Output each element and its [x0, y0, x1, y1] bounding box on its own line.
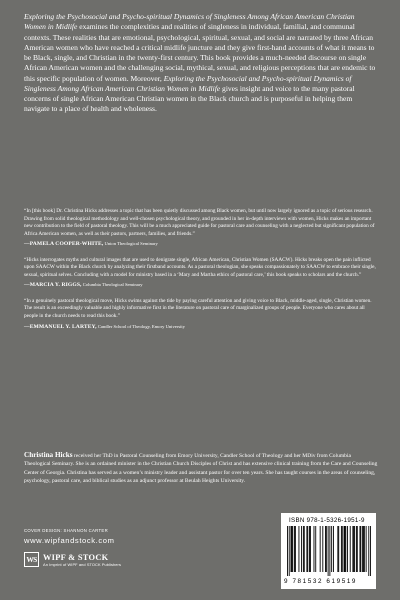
barcode-digits: 9 781532 619519: [284, 578, 358, 585]
barcode-bar: [331, 526, 332, 572]
author-name: Christina Hicks: [24, 451, 73, 459]
barcode-bar: [329, 526, 330, 576]
barcode-bar: [326, 526, 327, 572]
barcode-bar: [370, 526, 371, 576]
isbn-label: ISBN 978-1-5326-1951-9: [289, 517, 365, 524]
endorsement-attribution: [24, 323, 378, 332]
barcode-bar: [337, 526, 338, 572]
barcode-bar: [320, 526, 321, 572]
publisher-url: www.wipfandstock.com: [24, 536, 115, 545]
endorsement-quote: “In a genuinely pastoral theological move, Hicks swims against the tide by paying careful attention and giving voice to Black, middle-aged, single, Christian women. The result is an exceedingly valuable and highly informative first in the literature on pastoral care of marginalized groups of people. Everyone who cares about all people in the church needs to read this book.”: [24, 297, 372, 320]
endorsement-quote: “In [this book] Dr. Christina Hicks addresses a topic that has been quietly discussed among Black women, but until now largely ignored as a topic of serious research. Drawing from solid theological methodology and well-chosen psychological theory, and grounded in her in-depth interviews with women, Hicks makes an important new contribution to the field of pastoral theology. This will be a much appreciated guide for pastoral care and counseling with a neglected but significant population of Africa American women, as well as their pastors, partners, families, and friends.”: [24, 208, 375, 237]
endorsement-quote: “Hicks interrogates myths and cultural images that are used to denigrate single, African American, Christian Women (SAACW). Hicks breaks open the pain inflicted upon SAACW within the Black church by analyzing their firstband accounts. As a pastoral theologian, she speaks compassionately to SAACW to embrace their single, sexual, spiritual selves. Concluding with a model for ministry based in a ‘Mary and Martha ethics of pastoral care,’ this book speaks to scholars and the church.”: [24, 256, 376, 278]
barcode-bar: [306, 526, 307, 572]
barcode-bar: [357, 526, 358, 572]
barcode-bar: [295, 526, 296, 572]
barcode-bar: [350, 526, 351, 572]
barcode-bar: [294, 526, 295, 572]
barcode-icon: [287, 526, 371, 576]
endorsement: [24, 257, 378, 290]
barcode-bar: [291, 526, 292, 572]
barcode-bar: [354, 526, 355, 572]
barcode-bar: [310, 526, 311, 572]
endorsement: [24, 298, 378, 331]
barcode-bar: [344, 526, 345, 572]
publisher-footer: [24, 528, 204, 567]
endorser-name: —EMMANUEL Y. LARTEY,: [24, 323, 97, 330]
endorser-name: —PAMELA COOPER-WHITE,: [24, 241, 104, 248]
blurb-text: gives insight and voice to the many pastoral concerns of single African American Christian women in the Black church and is purposeful in helping them navigate to a place of health and wholeness.: [24, 83, 355, 114]
barcode-bar: [363, 526, 364, 572]
barcode-bar: [368, 526, 369, 576]
barcode-bar: [309, 526, 310, 572]
barcode-bar: [360, 526, 361, 572]
barcode-bar: [292, 526, 293, 572]
barcode-bar: [364, 526, 365, 572]
author-bio: [24, 451, 378, 485]
barcode-bar: [325, 526, 326, 572]
barcode-bar: [353, 526, 354, 572]
barcode-bar: [352, 526, 353, 572]
endorser-name: —MARCIA Y. RIGGS,: [24, 282, 82, 289]
barcode-bar: [322, 526, 323, 572]
barcode-bar: [360, 526, 361, 572]
barcode-bar: [287, 526, 288, 576]
barcode-bar: [338, 526, 339, 572]
endorsements: [24, 208, 378, 339]
barcode-bar: [345, 526, 346, 572]
author-bio-text: received her ThD in Pastoral Counseling from Emory University, Candler School of Theology and her MDiv from Columbia Theological Seminary. She is an ordained minister in the Christian Church Disciples of Christ and has extensive clinical training from the Care and Counseling Center of Georgia. Christina has served as a women’s ministry leader and assistant pastor for over ten years. She has taught courses in the areas of counseling, psychology, pastoral care, and biblical studies as an adjunct professor at Beulah Heights University.: [24, 453, 378, 484]
barcode-bar: [314, 526, 315, 572]
barcode-bar: [328, 526, 329, 576]
endorsement: [24, 208, 378, 249]
publisher-imprint: An Imprint of WIPF and STOCK Publishers: [43, 561, 121, 567]
endorsement-attribution: [24, 240, 378, 249]
cover-design-credit: COVER DESIGN: SHANNON CARTER: [24, 528, 109, 533]
barcode-bar: [362, 526, 363, 572]
barcode-bar: [356, 526, 357, 572]
endorsement-attribution: [24, 281, 378, 290]
publisher-text: [43, 553, 121, 567]
endorser-affiliation: Columbia Theological Seminary: [81, 282, 143, 288]
barcode-bar: [291, 526, 292, 572]
endorser-affiliation: Union Theological Seminary: [103, 241, 158, 247]
barcode-bar: [307, 526, 308, 572]
barcode-bar: [341, 526, 342, 572]
barcode-bar: [344, 526, 345, 572]
barcode-bar: [333, 526, 334, 572]
wipf-stock-logo-icon: WS: [24, 552, 39, 567]
barcode-bar: [289, 526, 290, 576]
barcode-bar: [342, 526, 343, 572]
barcode-bar: [303, 526, 304, 572]
isbn-barcode-box: [281, 513, 376, 589]
barcode-bar: [347, 526, 348, 572]
barcode-bar: [301, 526, 302, 572]
barcode-bar: [366, 526, 367, 572]
back-cover-blurb: [24, 12, 378, 115]
endorser-affiliation: Candler School of Theology, Emory University: [96, 323, 185, 329]
publisher-name: WIPF & STOCK: [43, 552, 109, 562]
book-title-italic: Exploring the Psychosocial and Psycho-spiritual Dynamics of Singleness Among African American Christian Women in Midlife: [24, 73, 352, 93]
barcode-bar: [298, 526, 299, 572]
barcode-bar: [304, 526, 305, 572]
publisher-block: [24, 552, 204, 567]
barcode-bar: [315, 526, 316, 572]
blurb-text: examines the complexities and realities of singleness in individual, familial, and communal contexts. These realities that are emotional, psychological, spiritual, sexual, and social are narrated by three African American women who have reached a critical midlife juncture and they give first-hand accounts of what it means to be Black, single, and Christian in the twenty-first century. This book provides a much-needed discourse on single African American women and the challenging social, mythical, sexual, and religious perceptions that are endemic to this specific population of women. Moreover,: [24, 22, 376, 83]
book-title-italic: Exploring the Psychosocial and Psycho-spiritual Dynamics of Singleness Among African American Christian Women in Midlife: [24, 12, 355, 32]
